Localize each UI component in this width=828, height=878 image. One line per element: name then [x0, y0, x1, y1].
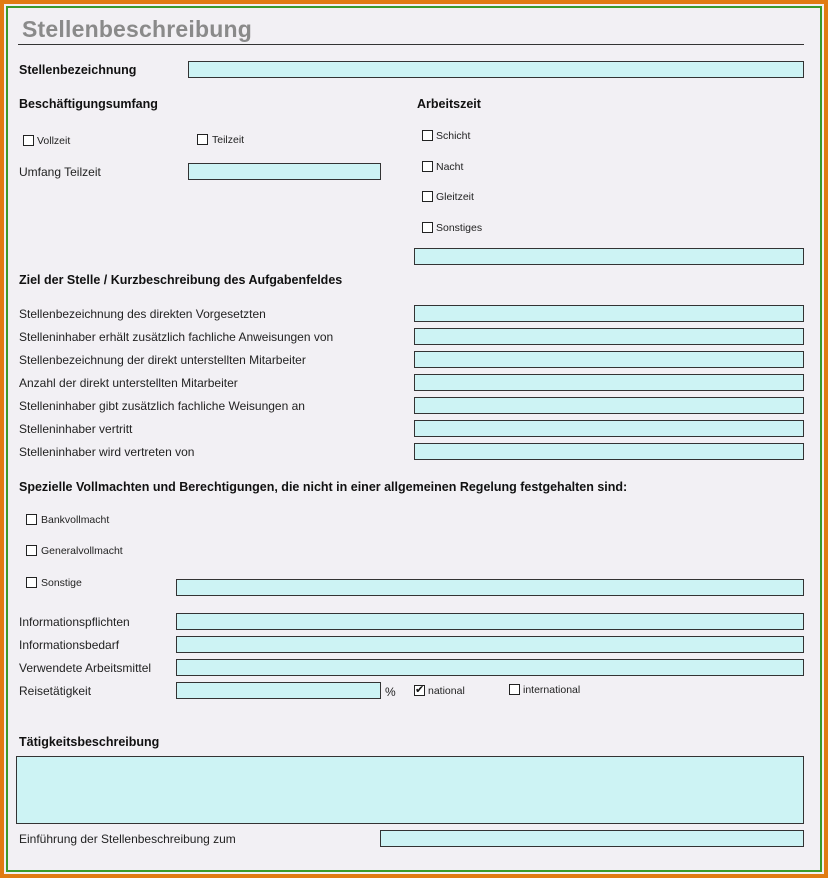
taetigkeit-textarea[interactable] [16, 756, 804, 824]
arbeitsmittel-field[interactable] [176, 659, 804, 676]
national-checkbox[interactable] [414, 685, 425, 696]
international-checkbox[interactable] [509, 684, 520, 695]
taetigkeit-heading: Tätigkeitsbeschreibung [19, 735, 160, 749]
percent-label: % [385, 685, 396, 699]
title-divider [18, 44, 804, 45]
arbeitsmittel-label: Verwendete Arbeitsmittel [19, 661, 152, 675]
international-label: international [523, 684, 581, 696]
umfang-teilzeit-label: Umfang Teilzeit [19, 165, 101, 179]
ziel-row-label: Stellenbezeichnung der direkt unterstellten Mitarbeiter [19, 353, 306, 367]
anweisungen-field[interactable] [414, 328, 804, 345]
informationspflichten-field[interactable] [176, 613, 804, 630]
unterstellte-mitarbeiter-field[interactable] [414, 351, 804, 368]
anzahl-mitarbeiter-field[interactable] [414, 374, 804, 391]
ziel-row-label: Anzahl der direkt unterstellten Mitarbeiter [19, 376, 238, 390]
informationspflichten-label: Informationspflichten [19, 615, 130, 629]
ziel-row-label: Stelleninhaber erhält zusätzlich fachliche Anweisungen von [19, 330, 334, 344]
generalvollmacht-label: Generalvollmacht [41, 545, 123, 557]
teilzeit-checkbox[interactable] [197, 134, 208, 145]
generalvollmacht-checkbox[interactable] [26, 545, 37, 556]
vorgesetzter-field[interactable] [414, 305, 804, 322]
bankvollmacht-label: Bankvollmacht [41, 514, 110, 526]
informationsbedarf-label: Informationsbedarf [19, 638, 120, 652]
weisungen-field[interactable] [414, 397, 804, 414]
ziel-heading: Ziel der Stelle / Kurzbeschreibung des Aufgabenfeldes [19, 273, 343, 287]
form [8, 8, 820, 870]
ziel-row-label: Stelleninhaber vertritt [19, 422, 133, 436]
teilzeit-label: Teilzeit [212, 134, 245, 146]
ziel-row-label: Stellenbezeichnung des direkten Vorgesetzten [19, 307, 266, 321]
page-title: Stellenbeschreibung [22, 16, 253, 42]
bankvollmacht-checkbox[interactable] [26, 514, 37, 525]
reisetaetigkeit-field[interactable] [176, 682, 381, 699]
schicht-label: Schicht [436, 130, 471, 142]
arbeitszeit-heading: Arbeitszeit [417, 97, 481, 111]
sonstige-label: Sonstige [41, 577, 82, 589]
nacht-label: Nacht [436, 161, 464, 173]
sonstige-checkbox[interactable] [26, 577, 37, 588]
national-label: national [428, 685, 465, 697]
sonstiges-label: Sonstiges [436, 222, 483, 234]
vollmachten-sonstige-field[interactable] [176, 579, 804, 596]
sonstiges-checkbox[interactable] [422, 222, 433, 233]
vollzeit-checkbox[interactable] [23, 135, 34, 146]
nacht-checkbox[interactable] [422, 161, 433, 172]
informationsbedarf-field[interactable] [176, 636, 804, 653]
beschaeftigungsumfang-heading: Beschäftigungsumfang [19, 97, 158, 111]
ziel-row-label: Stelleninhaber gibt zusätzlich fachliche Weisungen an [19, 399, 305, 413]
vertreten-von-field[interactable] [414, 443, 804, 460]
schicht-checkbox[interactable] [422, 130, 433, 141]
umfang-teilzeit-field[interactable] [188, 163, 381, 180]
stellenbezeichnung-label: Stellenbezeichnung [19, 63, 137, 77]
stellenbezeichnung-field[interactable] [188, 61, 804, 78]
arbeitszeit-sonstiges-field[interactable] [414, 248, 804, 265]
gleitzeit-label: Gleitzeit [436, 191, 474, 203]
gleitzeit-checkbox[interactable] [422, 191, 433, 202]
einfuehrung-label: Einführung der Stellenbeschreibung zum [19, 832, 236, 846]
vollmachten-heading: Spezielle Vollmachten und Berechtigungen, die nicht in einer allgemeinen Regelung festgehalten sind: [19, 480, 628, 494]
ziel-row-label: Stelleninhaber wird vertreten von [19, 445, 195, 459]
reisetaetigkeit-label: Reisetätigkeit [19, 684, 92, 698]
vollzeit-label: Vollzeit [37, 135, 71, 147]
einfuehrung-field[interactable] [380, 830, 804, 847]
vertritt-field[interactable] [414, 420, 804, 437]
